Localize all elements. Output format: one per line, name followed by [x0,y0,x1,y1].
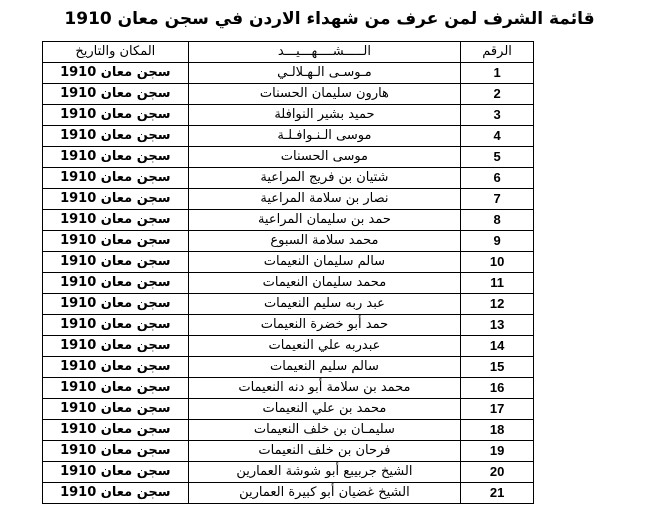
row-name: محمد سلامة السبوع [188,231,461,252]
row-place-date: سجن معان 1910 [43,210,189,231]
row-name: محمد بن سلامة أبو دنه النعيمات [188,378,461,399]
row-name: فرحان بن خلف النعيمات [188,441,461,462]
row-number: 17 [461,399,534,420]
table-row [43,294,534,315]
row-number: 1 [461,63,534,84]
row-place-date: سجن معان 1910 [43,63,189,84]
row-place-date: سجن معان 1910 [43,147,189,168]
row-number: 6 [461,168,534,189]
row-name: حمد بن سليمان المراعية [188,210,461,231]
row-name: عبد ربه سليم النعيمات [188,294,461,315]
row-place-date: سجن معان 1910 [43,336,189,357]
row-place-date: سجن معان 1910 [43,378,189,399]
row-number: 12 [461,294,534,315]
row-number: 21 [461,483,534,504]
row-place-date: سجن معان 1910 [43,189,189,210]
table-header-row [43,42,534,63]
table-row [43,420,534,441]
row-place-date: سجن معان 1910 [43,357,189,378]
row-name: محمد بن علي النعيمات [188,399,461,420]
row-number: 11 [461,273,534,294]
table-row [43,357,534,378]
page-title: قائمة الشرف لمن عرف من شهداء الاردن في سجن معان 1910 [64,9,595,29]
row-number: 16 [461,378,534,399]
row-name: سالم سليم النعيمات [188,357,461,378]
header-number: الرقم [461,42,534,63]
table-row [43,441,534,462]
row-number: 14 [461,336,534,357]
table-row [43,168,534,189]
row-place-date: سجن معان 1910 [43,315,189,336]
row-number: 5 [461,147,534,168]
row-name: نصار بن سلامة المراعية [188,189,461,210]
table-row [43,399,534,420]
table-row [43,63,534,84]
table-row [43,273,534,294]
row-name: عبدربه علي النعيمات [188,336,461,357]
row-name: حمد أبو خضرة النعيمات [188,315,461,336]
table-row [43,84,534,105]
row-place-date: سجن معان 1910 [43,420,189,441]
row-number: 3 [461,105,534,126]
table-row [43,189,534,210]
row-number: 7 [461,189,534,210]
row-number: 4 [461,126,534,147]
row-place-date: سجن معان 1910 [43,126,189,147]
row-name: محمد سليمان النعيمات [188,273,461,294]
row-name: الشيخ جربيبع أبو شوشة العمارين [188,462,461,483]
row-number: 2 [461,84,534,105]
martyrs-table [42,41,534,504]
row-place-date: سجن معان 1910 [43,441,189,462]
table-row [43,315,534,336]
row-name: مـوسـى الـهـلالـي [188,63,461,84]
table-row [43,210,534,231]
row-name: الشيخ غضيان أبو كبيرة العمارين [188,483,461,504]
row-number: 19 [461,441,534,462]
row-name: موسى الحسنات [188,147,461,168]
row-place-date: سجن معان 1910 [43,294,189,315]
table-row [43,378,534,399]
table-row [43,462,534,483]
row-number: 13 [461,315,534,336]
row-number: 9 [461,231,534,252]
table-row [43,483,534,504]
row-place-date: سجن معان 1910 [43,273,189,294]
table-row [43,231,534,252]
row-number: 10 [461,252,534,273]
row-number: 8 [461,210,534,231]
row-place-date: سجن معان 1910 [43,105,189,126]
header-place-date: المكان والتاريخ [43,42,189,63]
row-place-date: سجن معان 1910 [43,483,189,504]
row-name: حميد بشير النوافلة [188,105,461,126]
header-martyr: الـــــشــــهـــيـــد [188,42,461,63]
row-place-date: سجن معان 1910 [43,84,189,105]
row-number: 18 [461,420,534,441]
table-row [43,126,534,147]
row-place-date: سجن معان 1910 [43,399,189,420]
row-place-date: سجن معان 1910 [43,462,189,483]
row-place-date: سجن معان 1910 [43,231,189,252]
row-name: موسى الـنـوافـلـة [188,126,461,147]
row-name: سالم سليمان النعيمات [188,252,461,273]
table-row [43,147,534,168]
row-name: هارون سليمان الحسنات [188,84,461,105]
row-number: 15 [461,357,534,378]
table-row [43,252,534,273]
row-place-date: سجن معان 1910 [43,168,189,189]
table-row [43,105,534,126]
row-name: شتيان بن فريج المراعية [188,168,461,189]
table-row [43,336,534,357]
row-number: 20 [461,462,534,483]
row-place-date: سجن معان 1910 [43,252,189,273]
row-name: سليمـان بن خلف النعيمات [188,420,461,441]
table-body [43,63,534,504]
